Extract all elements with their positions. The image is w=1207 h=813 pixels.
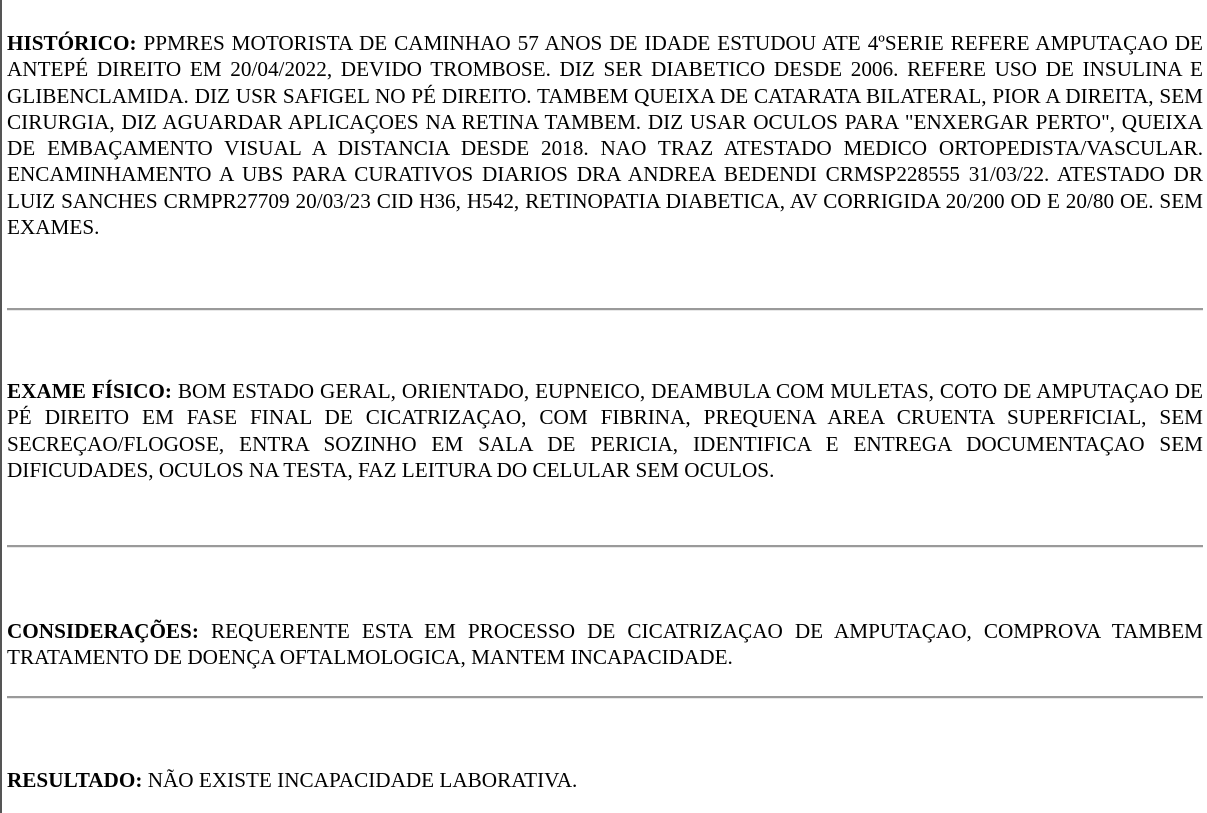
exame-fisico-label: EXAME FÍSICO: xyxy=(7,379,172,403)
resultado-label: RESULTADO: xyxy=(7,768,143,792)
section-divider xyxy=(7,545,1203,548)
section-divider xyxy=(7,696,1203,699)
section-divider xyxy=(7,308,1203,311)
historico-text: PPMRES MOTORISTA DE CAMINHAO 57 ANOS DE IDADE ESTUDOU ATE 4ºSERIE REFERE AMPUTAÇAO DE ANTEPÉ DIREITO EM 20/04/2022, DEVIDO TROMBOSE. DIZ SER DIABETICO DESDE 2006. REFERE USO DE INSULINA E GLIBENCLAMIDA. DIZ USR SAFIGEL NO PÉ DIREITO. TAMBEM QUEIXA DE CATARATA BILATERAL, PIOR A DIREITA, SEM CIRURGIA, DIZ AGUARDAR APLICAÇOES NA RETINA TAMBEM. DIZ USAR OCULOS PARA "ENXERGAR PERTO", QUEIXA DE EMBAÇAMENTO VISUAL A DISTANCIA DESDE 2018. NAO TRAZ ATESTADO MEDICO ORTOPEDISTA/VASCULAR. ENCAMINHAMENTO A UBS PARA CURATIVOS DIARIOS DRA ANDREA BEDENDI CRMSP228555 31/03/22. ATESTADO DR LUIZ SANCHES CRMPR27709 20/03/23 CID H36, H542, RETINOPATIA DIABETICA, AV CORRIGIDA 20/200 OD E 20/80 OE. SEM EXAMES. xyxy=(7,31,1203,240)
resultado-text: NÃO EXISTE INCAPACIDADE LABORATIVA. xyxy=(147,768,578,792)
consideracoes-label: CONSIDERAÇÕES: xyxy=(7,619,199,643)
exame-fisico-text: BOM ESTADO GERAL, ORIENTADO, EUPNEICO, DEAMBULA COM MULETAS, COTO DE AMPUTAÇAO DE PÉ DIREITO EM FASE FINAL DE CICATRIZAÇAO, COM FIBRINA, PREQUENA AREA CRUENTA SUPERFICIAL, SEM SECREÇAO/FLOGOSE, ENTRA SOZINHO EM SALA DE PERICIA, IDENTIFICA E ENTREGA DOCUMENTAÇAO SEM DIFICUDADES, OCULOS NA TESTA, FAZ LEITURA DO CELULAR SEM OCULOS. xyxy=(7,379,1204,482)
historico-section xyxy=(7,30,1203,240)
page-left-border xyxy=(0,0,2,813)
resultado-section xyxy=(7,767,1203,793)
consideracoes-section xyxy=(7,618,1203,671)
consideracoes-text: REQUERENTE ESTA EM PROCESSO DE CICATRIZAÇAO DE AMPUTAÇAO, COMPROVA TAMBEM TRATAMENTO DE DOENÇA OFTALMOLOGICA, MANTEM INCAPACIDADE. xyxy=(7,619,1204,670)
historico-label: HISTÓRICO: xyxy=(7,31,137,55)
exame-fisico-section xyxy=(7,378,1203,483)
